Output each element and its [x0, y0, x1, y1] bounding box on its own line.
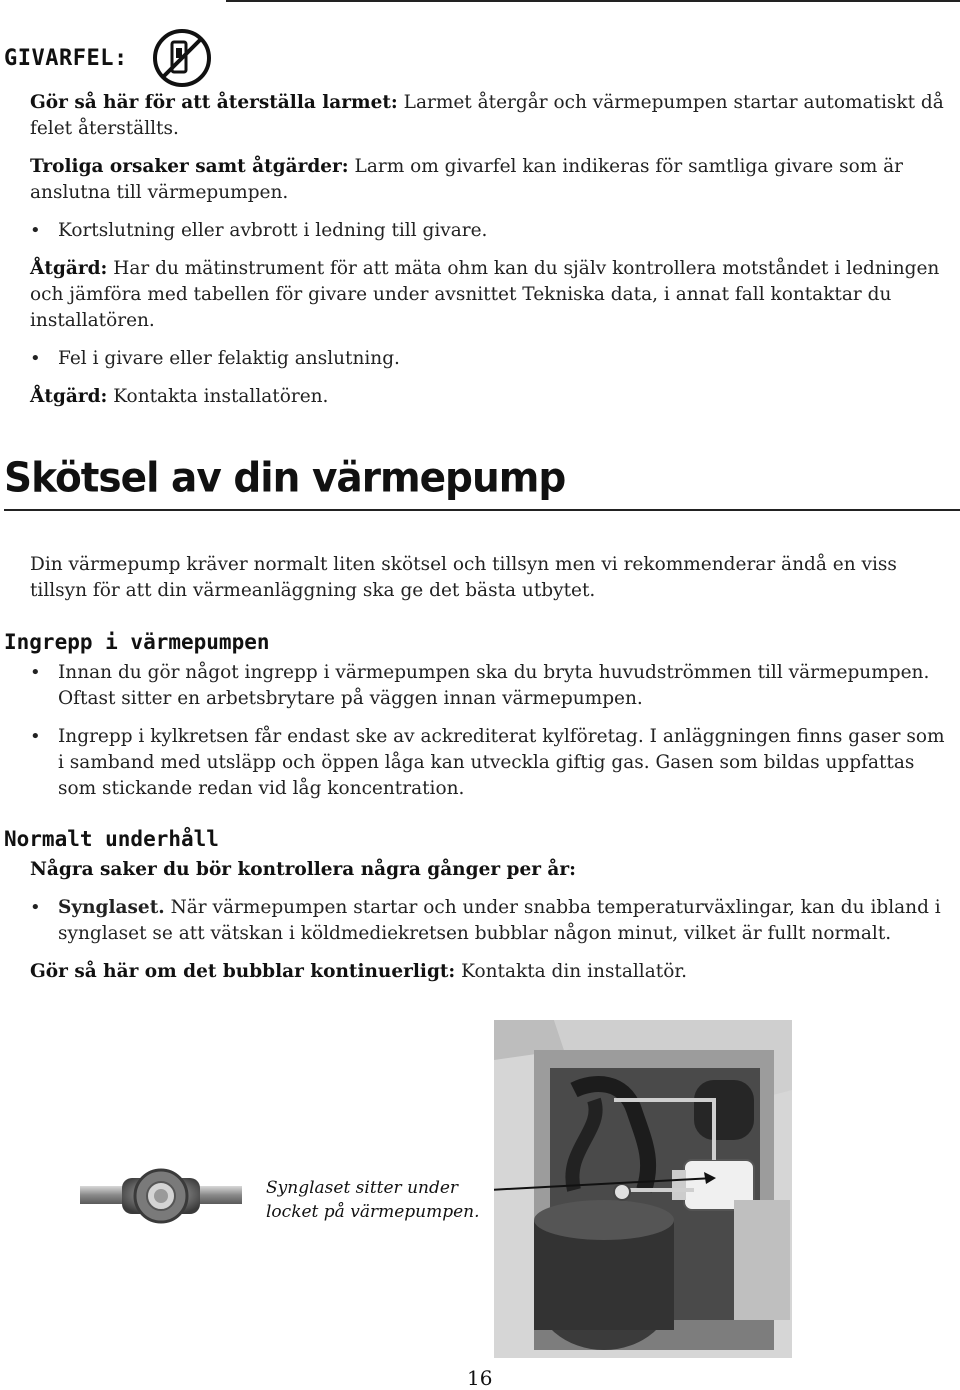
- action-paragraph: [30, 384, 950, 410]
- page-title: Skötsel av din värmepump: [4, 454, 566, 503]
- action-label: Åtgärd:: [30, 258, 108, 279]
- ingrepp-list: [30, 660, 950, 802]
- title-divider: [4, 509, 960, 511]
- intro-paragraph: Din värmepump kräver normalt liten skötsel och tillsyn men vi rekommenderar ändå en viss tillsyn för att din värmeanläggning ska ge det bästa utbytet.: [30, 554, 897, 601]
- bullet-text: Kortslutning eller avbrott i ledning till givare.: [58, 220, 488, 241]
- action-text: Har du mätinstrument för att mäta ohm kan du själv kontrollera motståndet i ledningen och jämföra med tabellen för givare under avsnittet Tekniska data, i annat fall kontaktar du installatören.: [30, 258, 940, 331]
- bubble-label: Gör så här om det bubblar kontinuerligt:: [30, 961, 456, 982]
- list-item: [30, 724, 950, 802]
- bubble-paragraph: [30, 959, 950, 985]
- bullet-text: Ingrepp i kylkretsen får endast ske av ackrediterat kylföretag. I anläggningen finns gaser som i samband med utsläpp och öppen låga kan utveckla giftig gas. Gasen som bildas uppfattas som stickande redan vid låg koncentration.: [58, 726, 945, 799]
- heat-pump-image: [494, 1020, 792, 1358]
- bullet-icon: •: [30, 662, 41, 683]
- ingrepp-heading: Ingrepp i värmepumpen: [4, 630, 270, 654]
- reset-text: Larmet återgår och värmepumpen startar automatiskt då felet återställts.: [30, 92, 944, 139]
- bullet-icon: •: [30, 897, 41, 918]
- bullet-text: Fel i givare eller felaktig anslutning.: [58, 348, 400, 369]
- bullet-icon: •: [30, 348, 41, 369]
- action-text: Kontakta installatören.: [113, 386, 329, 407]
- givarfel-heading: GIVARFEL:: [4, 46, 128, 71]
- bullet-label: Synglaset.: [58, 897, 165, 918]
- list-item: [30, 895, 950, 947]
- underhall-subheading: [30, 857, 950, 883]
- list-item: [30, 346, 950, 372]
- sensor-error-icon: [152, 28, 212, 88]
- bubble-text: Kontakta din installatör.: [461, 961, 688, 982]
- action-label: Åtgärd:: [30, 386, 108, 407]
- causes-paragraph: [30, 154, 950, 206]
- caption-line-2: locket på värmepumpen.: [266, 1202, 480, 1222]
- subheading-text: Några saker du bör kontrollera några gånger per år:: [30, 859, 576, 880]
- underhall-body: [30, 857, 950, 985]
- reset-paragraph: [30, 90, 950, 142]
- page-number: 16: [467, 1366, 493, 1390]
- action-paragraph: [30, 256, 950, 334]
- givarfel-body: [30, 90, 950, 410]
- causes-text: Larm om givarfel kan indikeras för samtliga givare som är anslutna till värmepumpen.: [30, 156, 904, 203]
- caption-line-1: Synglaset sitter under: [266, 1178, 459, 1198]
- causes-label: Troliga orsaker samt åtgärder:: [30, 156, 349, 177]
- reset-label: Gör så här för att återställa larmet:: [30, 92, 398, 113]
- list-item: [30, 218, 950, 244]
- bullet-icon: •: [30, 220, 41, 241]
- sight-glass-image: [80, 1164, 242, 1228]
- list-item: [30, 660, 950, 712]
- bullet-text: När värmepumpen startar och under snabba temperaturväxlingar, kan du ibland i synglaset se att vätskan i köldmediekretsen bubblar någon minut, vilket är fullt normalt.: [58, 897, 941, 944]
- top-rule: [226, 0, 960, 2]
- underhall-heading: Normalt underhåll: [4, 827, 219, 851]
- bullet-text: Innan du gör något ingrepp i värmepumpen ska du bryta huvudströmmen till värmepumpen. Oftast sitter en arbetsbrytare på väggen innan värmepumpen.: [58, 662, 930, 709]
- figure-caption: [266, 1176, 480, 1224]
- bullet-icon: •: [30, 726, 41, 747]
